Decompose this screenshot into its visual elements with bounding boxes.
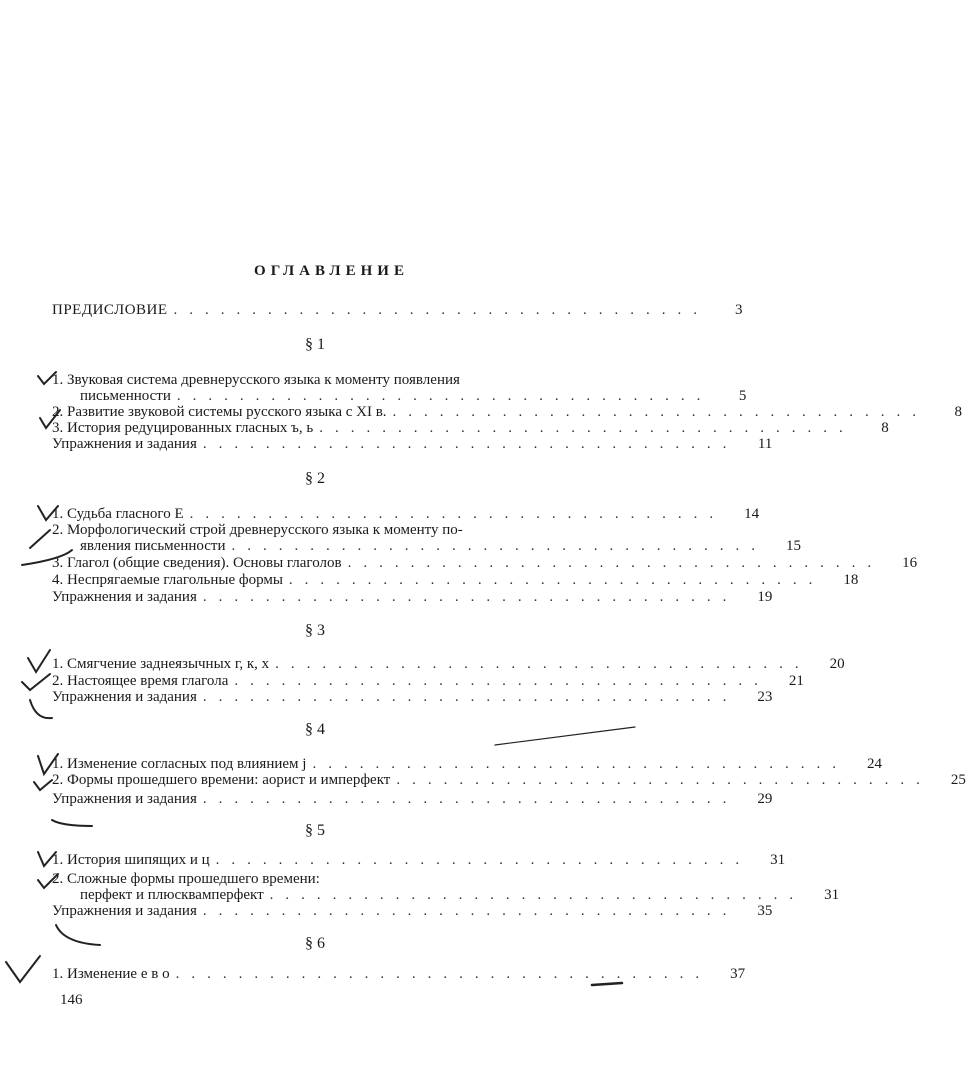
entry-text: Упражнения и задания (52, 903, 197, 919)
entry-page: 23 (757, 689, 773, 705)
entry-page: 3 (735, 302, 744, 318)
dot-leader: .................................. (202, 903, 739, 919)
dot-leader: .................................. (176, 388, 713, 404)
entry-page: 37 (730, 966, 746, 982)
entry-page: 31 (824, 887, 840, 903)
check-mark-icon (38, 372, 56, 384)
section-heading: § 1 (305, 336, 325, 353)
entry-text: 1. Изменение е в о (52, 966, 170, 982)
entry-text: 1. Смягчение заднеязычных г, к, х (52, 656, 270, 672)
entry-text: 2. Развитие звуковой системы русского языка с XI в. (52, 404, 387, 420)
entry-page: 20 (829, 656, 845, 672)
entry-text: Упражнения и задания (52, 791, 197, 807)
entry-text: 2. Формы прошедшего времени: аорист и имперфект (52, 772, 391, 788)
dot-leader: .................................. (202, 436, 739, 452)
dot-leader: .................................. (202, 689, 739, 705)
entry-page: 18 (843, 572, 859, 588)
entry-page: 8 (881, 420, 889, 436)
entry-text: 1. Судьба гласного Е (52, 506, 184, 522)
dot-leader: .................................. (202, 589, 739, 605)
entry-text: 3. Глагол (общие сведения). Основы глаголов (52, 555, 342, 571)
dot-leader: .................................. (347, 555, 884, 571)
entry-text: перфект и плюсквамперфект (80, 887, 264, 903)
section-heading: § 2 (305, 470, 325, 487)
check-mark-icon (40, 410, 60, 428)
entry-text: Упражнения и задания (52, 436, 197, 452)
dot-leader: .................................. (269, 887, 806, 903)
entry-text: 1. Изменение согласных под влиянием j (52, 756, 307, 772)
entry-page: 11 (757, 436, 773, 452)
dot-leader: .................................. (215, 852, 752, 868)
entry-page: 8 (954, 404, 963, 420)
entry-page: 15 (786, 538, 802, 554)
entry-text: 2. Сложные формы прошедшего времени: (52, 871, 320, 887)
entry-page: 31 (770, 852, 786, 868)
dot-leader: .................................. (173, 302, 710, 318)
dot-leader: .................................. (275, 656, 811, 672)
pen-stroke (592, 983, 622, 985)
dot-leader: .................................. (202, 791, 739, 807)
check-mark-icon (22, 530, 72, 565)
entry-page: 16 (902, 555, 918, 571)
entry-page: 19 (757, 589, 773, 605)
entry-page: 29 (757, 791, 773, 807)
entry-page: 35 (757, 903, 773, 919)
check-mark-icon (22, 650, 52, 718)
entry-text: ПРЕДИСЛОВИЕ (52, 302, 168, 318)
entry-text: 1. Звуковая система древнерусского языка к моменту появления (52, 372, 460, 388)
check-mark-icon (6, 956, 40, 982)
entry-text: 2. Настоящее время глагола (52, 673, 229, 689)
entry-page: 5 (738, 388, 747, 404)
entry-text: Упражнения и задания (52, 589, 197, 605)
check-mark-icon (38, 852, 100, 945)
check-mark-icon (38, 506, 58, 520)
section-heading: § 3 (305, 622, 325, 639)
page-number: 146 (60, 992, 83, 1008)
dot-leader: .................................. (234, 673, 770, 689)
dot-leader: .................................. (396, 772, 932, 788)
section-heading: § 5 (305, 822, 325, 839)
section-heading: § 6 (305, 935, 325, 952)
dot-leader: .................................. (189, 506, 726, 522)
dot-leader: .................................. (312, 756, 848, 772)
entry-page: 25 (950, 772, 966, 788)
dot-leader: .................................. (288, 572, 825, 588)
dot-leader: .................................. (231, 538, 768, 554)
pen-stroke (495, 727, 635, 745)
entry-page: 24 (866, 756, 882, 772)
check-mark-icon (34, 754, 92, 826)
dot-leader: .................................. (392, 404, 929, 420)
dot-leader: .................................. (319, 420, 855, 436)
dot-leader: .................................. (175, 966, 712, 982)
entry-page: 21 (788, 673, 804, 689)
entry-text: 1. История шипящих и ц (52, 852, 210, 868)
entry-page: 14 (744, 506, 760, 522)
entry-text: явления письменности (80, 538, 226, 554)
entry-text: 3. История редуцированных гласных ъ, ь (52, 420, 314, 436)
entry-text: 2. Морфологический строй древнерусского языка к моменту по- (52, 522, 463, 538)
section-heading: § 4 (305, 721, 325, 738)
entry-text: Упражнения и задания (52, 689, 197, 705)
entry-text: письменности (80, 388, 171, 404)
toc-title: ОГЛАВЛЕНИЕ (254, 263, 409, 279)
entry-text: 4. Неспрягаемые глагольные формы (52, 572, 283, 588)
